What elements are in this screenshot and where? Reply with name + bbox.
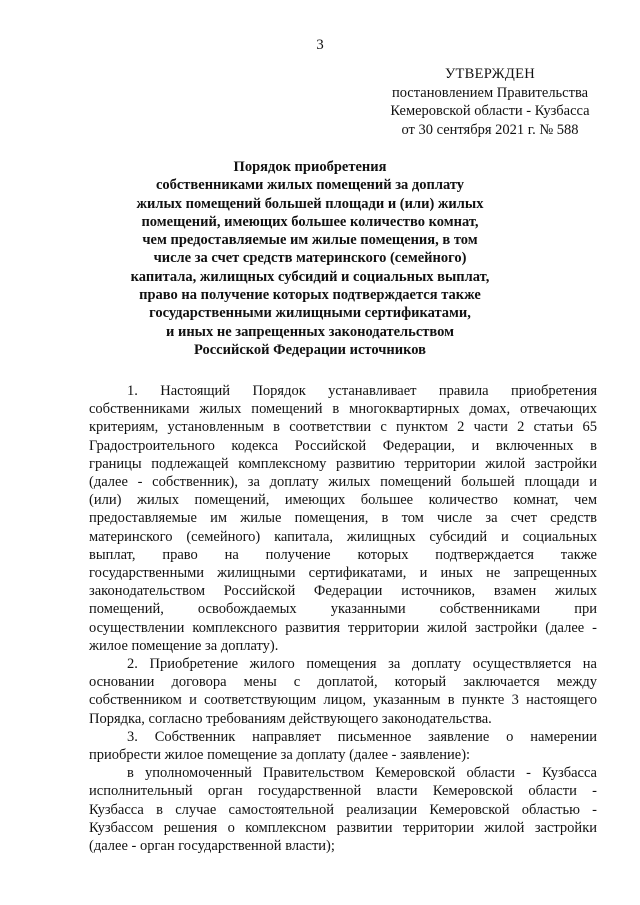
text-line: критериям, установленным в соответствии с пунктом 2 части 2 статьи 65 xyxy=(89,419,597,436)
text-line: (далее - собственник), за доплату жилых помещений большей площади и xyxy=(89,474,597,491)
paragraph-1 xyxy=(89,382,597,655)
title-line: помещений, имеющих большее количество комнат, xyxy=(141,213,479,230)
text-line: Порядка, согласно требованиям действующего законодательства. xyxy=(89,710,492,727)
title-line: жилых помещений большей площади и (или) жилых xyxy=(136,195,484,212)
text-line: предоставляемые им жилые помещения, в том числе за счет средств xyxy=(89,510,597,527)
page-number: 3 xyxy=(316,37,324,53)
paragraph-2 xyxy=(89,655,597,728)
title-line: право на получение которых подтверждается также xyxy=(139,287,481,304)
text-line: собственником и соответствующим лицом, указанным в пункте 3 настоящего xyxy=(89,692,597,709)
text-line: 1. Настоящий Порядок устанавливает правила приобретения xyxy=(127,383,597,399)
paragraph-3 xyxy=(89,728,597,764)
title-line: капитала, жилищных субсидий и социальных выплат, xyxy=(130,268,490,285)
text-line: исполнительный орган государственной власти Кемеровской области - xyxy=(89,783,597,800)
text-line: выплат, право на получение которых подтверждается также xyxy=(89,546,597,563)
approval-stamp xyxy=(380,65,600,139)
title-line: государственными жилищными сертификатами, xyxy=(149,305,471,322)
text-line: (или) жилых помещений, имеющих большее количество комнат, чем xyxy=(89,492,597,509)
text-line: (далее - орган государственной власти); xyxy=(89,838,335,855)
text-line: материнского (семейного) капитала, жилищных субсидий и социальных xyxy=(89,528,597,545)
document-body xyxy=(89,382,597,855)
title-line: Российской Федерации источников xyxy=(194,341,426,358)
text-line: жилое помещение за доплату). xyxy=(89,637,279,654)
text-line: Кузбассом решения о комплексном развитии территории жилой застройки xyxy=(89,819,597,836)
paragraph-4 xyxy=(89,764,597,855)
text-line: Градостроительного кодекса Российской Федерации, и включенных в xyxy=(89,437,597,454)
text-line: осуществлении комплексного развития территории жилой застройки (далее - xyxy=(89,619,597,636)
text-line: Кузбасса в случае самостоятельной реализации Кемеровской областью - xyxy=(89,801,597,818)
title-line: и иных не запрещенных законодательством xyxy=(165,323,454,340)
title-line: собственниками жилых помещений за доплату xyxy=(155,177,465,194)
text-line: 3. Собственник направляет письменное заявление о намерении xyxy=(127,728,597,745)
text-line: законодательством Российской Федерации источников, взамен жилых xyxy=(89,583,597,600)
text-line: 2. Приобретение жилого помещения за доплату осуществляется на xyxy=(127,656,597,673)
text-line: приобрести жилое помещение за доплату (далее - заявление): xyxy=(89,747,471,764)
text-line: границы подлежащей комплексному развитию территории жилой застройки xyxy=(89,455,597,472)
text-line: помещений, освобождаемых указанными собственниками при xyxy=(89,601,597,618)
title-line: Порядок приобретения xyxy=(233,159,387,175)
text-line: собственниками жилых помещений в многоквартирных домах, отвечающих xyxy=(89,401,597,418)
text-line: государственными жилищными сертификатами, и иных не запрещенных xyxy=(89,565,597,582)
text-line: в уполномоченный Правительством Кемеровской области - Кузбасса xyxy=(127,765,597,782)
title-line: числе за счет средств материнского (семейного) xyxy=(153,250,467,267)
title-line: чем предоставляемые им жилые помещения, в том xyxy=(142,232,478,249)
approval-heading: УТВЕРЖДЕН xyxy=(444,66,536,82)
approval-region-line: Кемеровской области - Кузбасса xyxy=(390,103,590,119)
document-title xyxy=(100,158,520,359)
approval-date-line: от 30 сентября 2021 г. № 588 xyxy=(401,121,579,138)
text-line: основании договора мены с доплатой, который заключается между xyxy=(89,674,597,691)
approval-resolution-line: постановлением Правительства xyxy=(391,84,589,101)
